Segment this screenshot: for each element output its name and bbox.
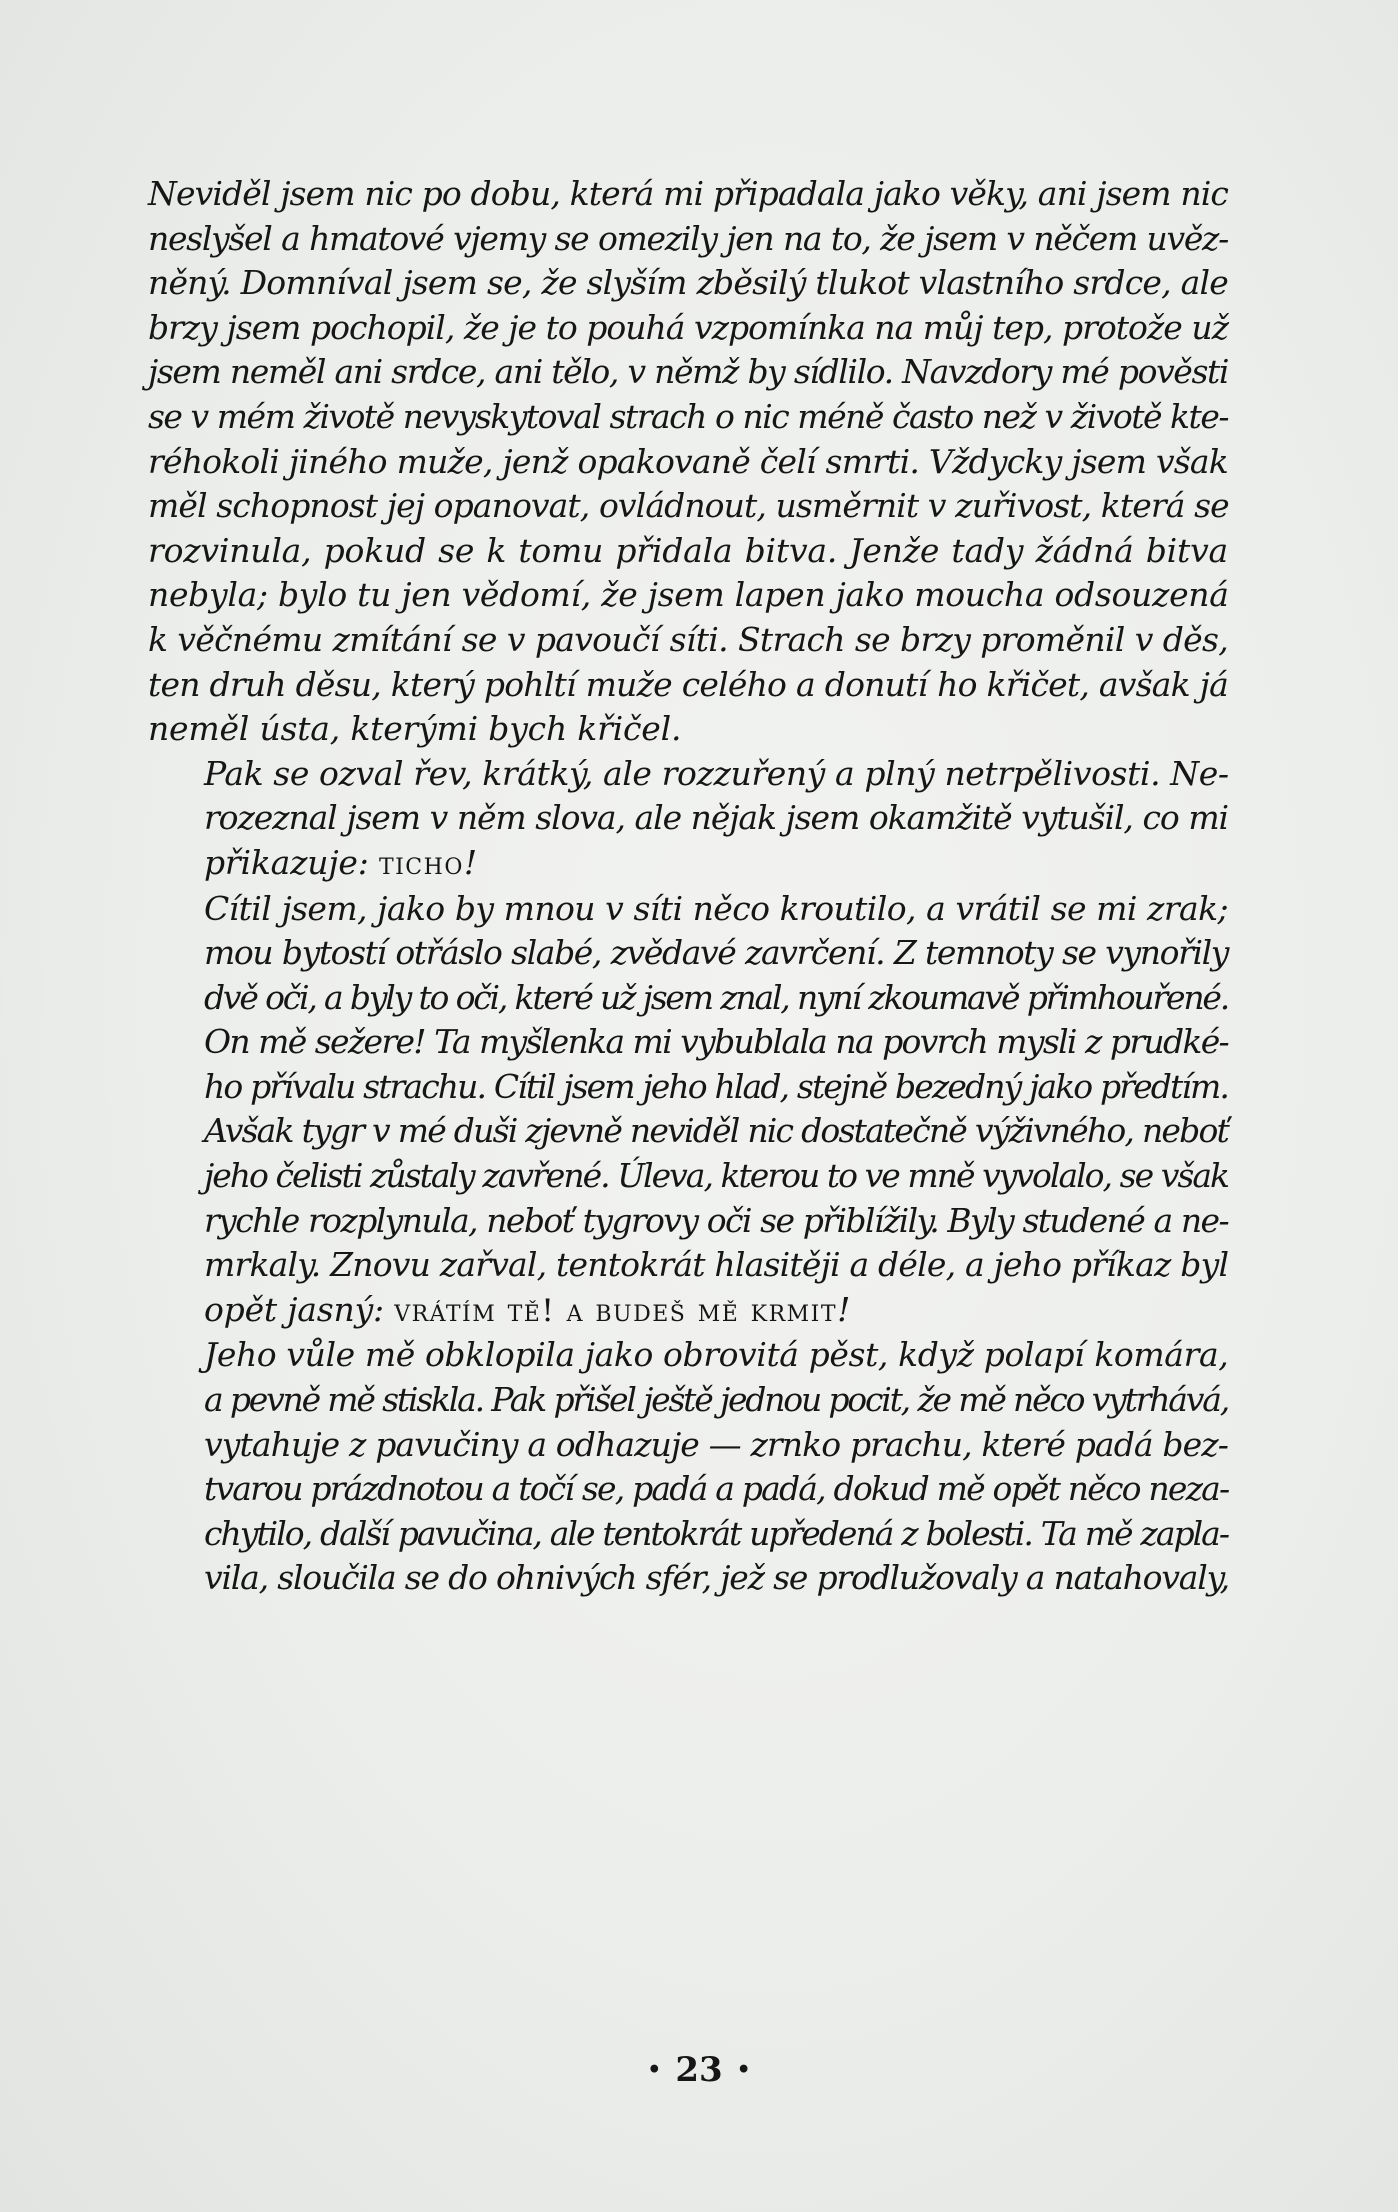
text-line: rozeznal jsem v něm slova, ale nějak jsem okamžitě vytušil, co mi <box>204 798 1228 838</box>
text-line: brzy jsem pochopil, že je to pouhá vzpomínka na můj tep, protože už <box>148 307 1228 347</box>
text-line: neslyšel a hmatové vjemy se omezily jen na to, že jsem v něčem uvěz- <box>148 218 1228 258</box>
paragraph-3 <box>148 887 1228 1334</box>
command-smallcaps: ticho <box>378 845 464 882</box>
text-line: mou bytostí otřáslo slabé, zvědavé zavrčení. Z temnoty se vynořily <box>204 933 1228 973</box>
text-line: Avšak tygr v mé duši zjevně neviděl nic dostatečně výživného, neboť <box>204 1111 1228 1151</box>
text-line-with-command <box>148 841 1228 887</box>
text-line: Pak se ozval řev, krátký, ale rozzuřený a plný netrpělivosti. Ne- <box>204 753 1229 793</box>
text-line: rychle rozplynula, neboť tygrovy oči se přiblížily. Byly studené a ne- <box>204 1200 1228 1240</box>
text-line: něný. Domníval jsem se, že slyším zběsilý tlukot vlastního srdce, ale <box>148 263 1228 303</box>
text-line: Neviděl jsem nic po dobu, která mi připadala jako věky, ani jsem nic <box>148 174 1228 213</box>
text-fragment: ! <box>463 842 477 882</box>
text-fragment: ! <box>837 1289 851 1329</box>
bullet-right-icon: • <box>736 2057 751 2083</box>
text-line: On mě sežere! Ta myšlenka mi vybublala na povrch mysli z prudké- <box>204 1022 1228 1062</box>
command-smallcaps: vrátím tě! a budeš mě krmit <box>394 1292 838 1329</box>
text-line: k věčnému zmítání se v pavoučí síti. Strach se brzy proměnil v děs, <box>148 619 1228 659</box>
paragraph-4 <box>148 1333 1228 1601</box>
text-line: ten druh děsu, který pohltí muže celého a donutí ho křičet, avšak já <box>148 664 1228 704</box>
text-line: vila, sloučila se do ohnivých sfér, jež se prodlužovaly a natahovaly, <box>204 1558 1229 1598</box>
text-line: chytilo, další pavučina, ale tentokrát upředená z bolesti. Ta mě zapla- <box>204 1513 1228 1553</box>
text-line: mrkaly. Znovu zařval, tentokrát hlasitěji a déle, a jeho příkaz byl <box>204 1245 1229 1285</box>
text-line: Jeho vůle mě obklopila jako obrovitá pěst, když polapí komára, <box>204 1335 1229 1375</box>
paragraph-1 <box>148 172 1228 752</box>
body-text <box>148 172 1228 1601</box>
text-line: měl schopnost jej opanovat, ovládnout, usměrnit v zuřivost, která se <box>148 486 1229 526</box>
text-line: rozvinula, pokud se k tomu přidala bitva. Jenže tady žádná bitva <box>148 530 1228 570</box>
text-line: ho přívalu strachu. Cítil jsem jeho hlad, stejně bezedný jako předtím. <box>204 1066 1228 1106</box>
text-line-with-command <box>148 1288 1228 1334</box>
page-number: 23 <box>675 2050 723 2090</box>
text-line: vytahuje z pavučiny a odhazuje — zrnko prachu, které padá bez- <box>204 1424 1228 1464</box>
bullet-left-icon: • <box>647 2057 662 2083</box>
text-line: Cítil jsem, jako by mnou v síti něco kroutilo, a vrátil se mi zrak; <box>204 888 1228 928</box>
text-line: jsem neměl ani srdce, ani tělo, v němž by sídlilo. Navzdory mé pověsti <box>148 352 1228 392</box>
text-line: se v mém životě nevyskytoval strach o nic méně často než v životě kte- <box>148 396 1228 436</box>
paragraph-2 <box>148 752 1228 887</box>
text-line: dvě oči, a byly to oči, které už jsem znal, nyní zkoumavě přimhouřené. <box>204 977 1228 1017</box>
text-line: jeho čelisti zůstaly zavřené. Úleva, kterou to ve mně vyvolalo, se však <box>204 1156 1228 1196</box>
text-line: neměl ústa, kterými bych křičel. <box>148 709 682 749</box>
page-number-footer <box>0 2050 1398 2090</box>
text-line: réhokoli jiného muže, jenž opakovaně čelí smrti. Vždycky jsem však <box>148 441 1228 481</box>
text-fragment: přikazuje: <box>204 842 379 882</box>
text-line: a pevně mě stiskla. Pak přišel ještě jednou pocit, že mě něco vytrhává, <box>204 1380 1228 1420</box>
text-fragment: opět jasný: <box>204 1289 395 1329</box>
text-line: nebyla; bylo tu jen vědomí, že jsem lapen jako moucha odsouzená <box>148 575 1229 615</box>
text-line: tvarou prázdnotou a točí se, padá a padá, dokud mě opět něco neza- <box>204 1469 1229 1509</box>
